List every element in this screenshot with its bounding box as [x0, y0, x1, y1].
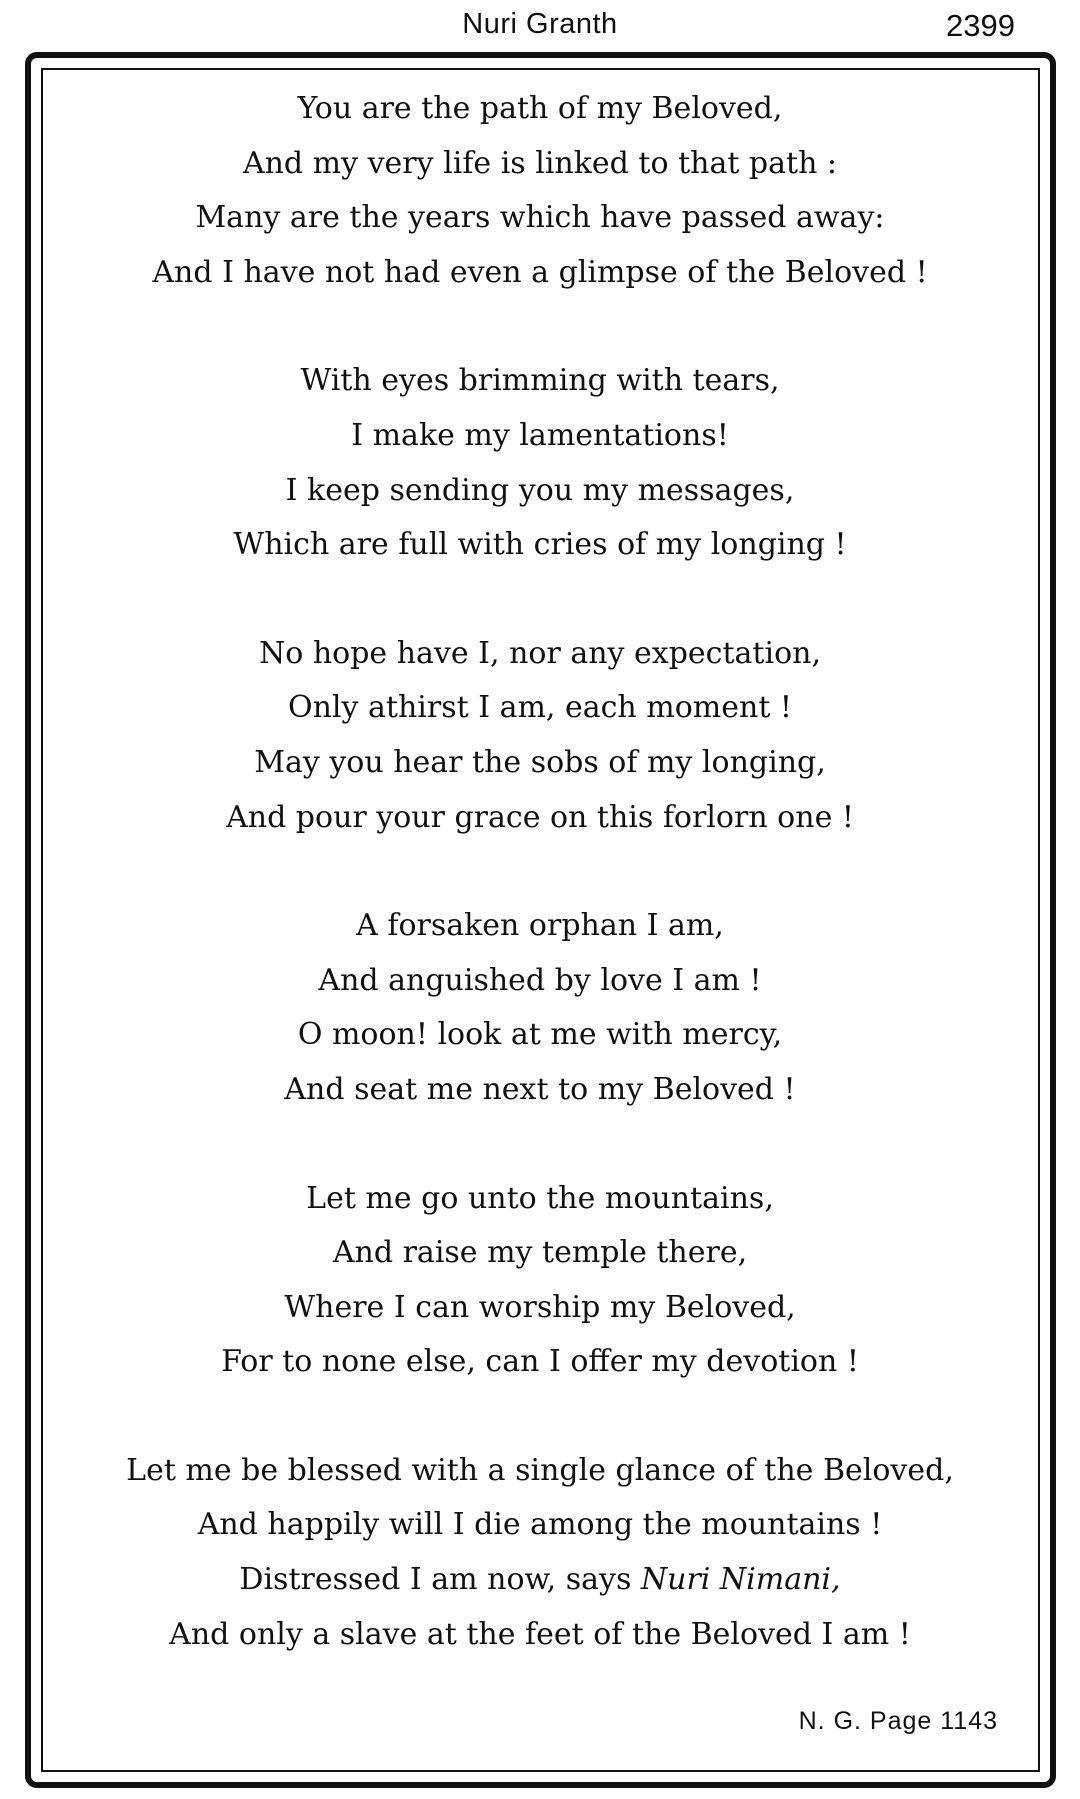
poem-line: Where I can worship my Beloved,: [284, 1289, 796, 1325]
poem-line: And seat me next to my Beloved !: [284, 1071, 796, 1107]
poem-line: And anguished by love I am !: [318, 962, 762, 998]
stanza-6: [0, 1444, 1080, 1662]
stanza-1: [0, 82, 1080, 300]
page-number: 2399: [946, 8, 1015, 43]
poem-line: And only a slave at the feet of the Beloved I am !: [169, 1616, 911, 1652]
poem-line: I keep sending you my messages,: [285, 472, 795, 508]
poem-line: Which are full with cries of my longing !: [233, 527, 847, 563]
poem: [0, 82, 1080, 1716]
poem-line: A forsaken orphan I am,: [356, 908, 724, 944]
poem-line: For to none else, can I offer my devotion !: [221, 1344, 859, 1380]
poem-line: May you hear the sobs of my longing,: [254, 744, 826, 780]
poem-line: And pour your grace on this forlorn one !: [226, 799, 854, 835]
poet-name: Nuri Nimani,: [640, 1562, 841, 1598]
poem-line: Let me be blessed with a single glance of the Beloved,: [126, 1452, 954, 1488]
poem-line: You are the path of my Beloved,: [297, 91, 783, 126]
poem-line: And my very life is linked to that path :: [242, 145, 838, 181]
stanza-4: [0, 899, 1080, 1117]
poem-line: Let me go unto the mountains,: [306, 1180, 774, 1216]
page-reference: N. G. Page 1143: [798, 1707, 998, 1735]
poem-line: With eyes brimming with tears,: [300, 363, 780, 399]
poem-line: No hope have I, nor any expectation,: [259, 635, 821, 671]
stanza-5: [0, 1172, 1080, 1390]
poem-line: Many are the years which have passed away:: [195, 200, 885, 236]
stanza-2: [0, 354, 1080, 572]
poem-line: I make my lamentations!: [351, 417, 729, 453]
signature-prefix: Distressed I am now, says: [239, 1562, 641, 1598]
poem-line: Only athirst I am, each moment !: [288, 690, 792, 726]
signature-line: [0, 1553, 1080, 1608]
book-title: Nuri Granth: [462, 8, 618, 40]
poem-line: And happily will I die among the mountains !: [197, 1507, 883, 1543]
stanza-3: [0, 627, 1080, 845]
poem-line: And raise my temple there,: [332, 1235, 748, 1271]
poem-line: O moon! look at me with mercy,: [297, 1017, 783, 1053]
poem-line: And I have not had even a glimpse of the Beloved !: [152, 254, 928, 290]
